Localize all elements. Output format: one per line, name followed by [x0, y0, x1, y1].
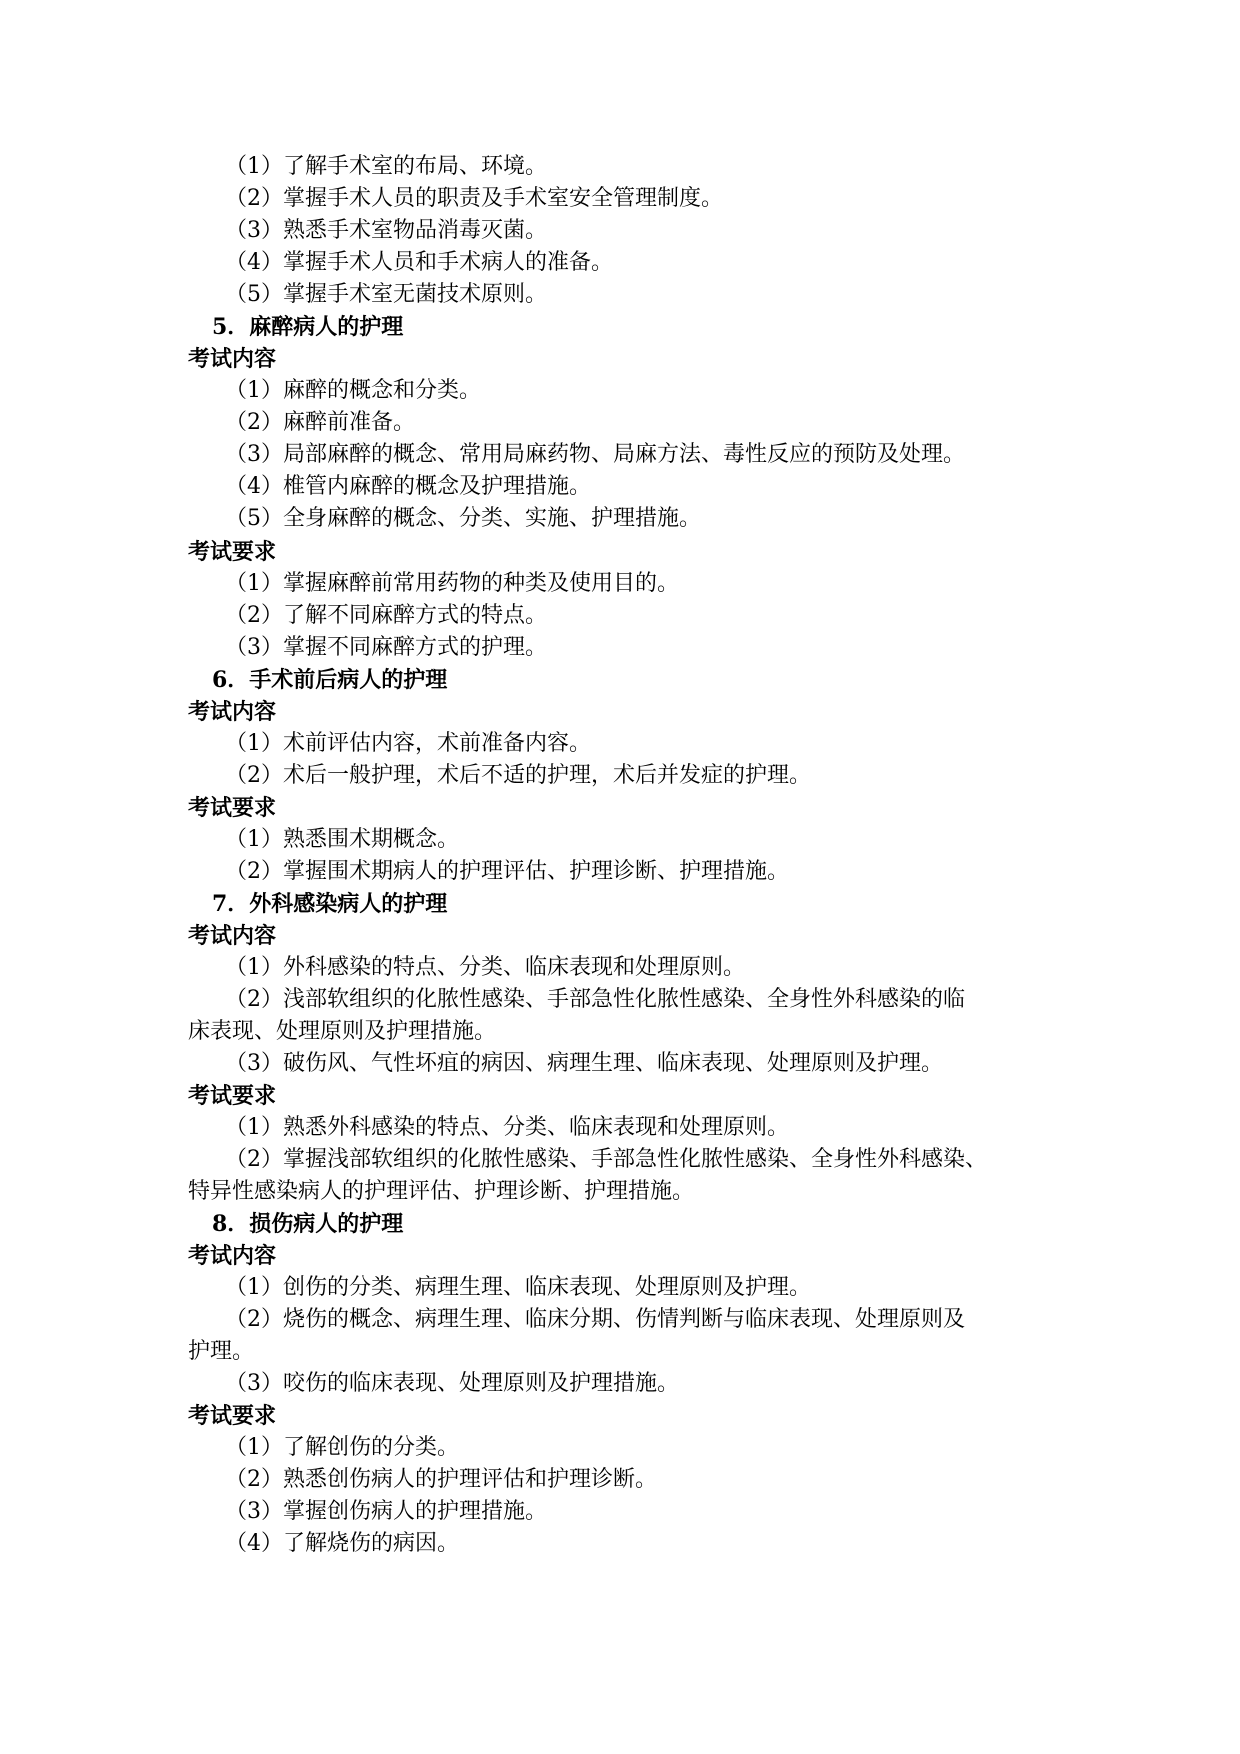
s5-content-1: （1）麻醉的概念和分类。: [225, 378, 481, 403]
s7-content-2: （2）浅部软组织的化脓性感染、手部急性化脓性感染、全身性外科感染的临: [225, 987, 965, 1012]
s5-req-1: （1）掌握麻醉前常用药物的种类及使用目的。: [225, 571, 679, 596]
s4-req-3: （3）熟悉手术室物品消毒灭菌。: [225, 218, 547, 243]
s6-content-1: （1）术前评估内容，术前准备内容。: [225, 731, 591, 756]
s8-content-2-cont: 护理。: [188, 1339, 255, 1364]
s4-req-4: （4）掌握手术人员和手术病人的准备。: [225, 250, 613, 275]
s6-content-2: （2）术后一般护理，术后不适的护理，术后并发症的护理。: [225, 763, 811, 788]
s5-req-2: （2）了解不同麻醉方式的特点。: [225, 603, 547, 628]
s5-content-label: 考试内容: [188, 346, 277, 372]
s8-req-1: （1）了解创伤的分类。: [225, 1435, 459, 1460]
s8-content-label: 考试内容: [188, 1243, 277, 1269]
s6-req-2: （2）掌握围术期病人的护理评估、护理诊断、护理措施。: [225, 859, 789, 884]
s7-req-2-cont: 特异性感染病人的护理评估、护理诊断、护理措施。: [188, 1179, 695, 1204]
s6-req-1: （1）熟悉围术期概念。: [225, 827, 459, 852]
s8-req-label: 考试要求: [188, 1403, 277, 1429]
s8-content-3: （3）咬伤的临床表现、处理原则及护理措施。: [225, 1371, 679, 1396]
s6-content-label: 考试内容: [188, 699, 277, 725]
s7-req-1: （1）熟悉外科感染的特点、分类、临床表现和处理原则。: [225, 1115, 789, 1140]
s6-req-label: 考试要求: [188, 795, 277, 821]
s7-req-2: （2）掌握浅部软组织的化脓性感染、手部急性化脓性感染、全身性外科感染、: [225, 1147, 987, 1172]
s8-req-2: （2）熟悉创伤病人的护理评估和护理诊断。: [225, 1467, 657, 1492]
s7-content-3: （3）破伤风、气性坏疽的病因、病理生理、临床表现、处理原则及护理。: [225, 1051, 943, 1076]
s7-req-label: 考试要求: [188, 1083, 277, 1109]
s5-req-3: （3）掌握不同麻醉方式的护理。: [225, 635, 547, 660]
s5-title: 5．麻醉病人的护理: [212, 314, 404, 340]
s5-content-2: （2）麻醉前准备。: [225, 410, 415, 435]
s8-title: 8．损伤病人的护理: [212, 1211, 404, 1237]
s5-content-5: （5）全身麻醉的概念、分类、实施、护理措施。: [225, 506, 701, 531]
s5-req-label: 考试要求: [188, 539, 277, 565]
s6-title: 6．手术前后病人的护理: [212, 667, 448, 693]
s4-req-1: （1）了解手术室的布局、环境。: [225, 154, 547, 179]
s4-req-5: （5）掌握手术室无菌技术原则。: [225, 282, 547, 307]
s8-content-1: （1）创伤的分类、病理生理、临床表现、处理原则及护理。: [225, 1275, 811, 1300]
s8-content-2: （2）烧伤的概念、病理生理、临床分期、伤情判断与临床表现、处理原则及: [225, 1307, 965, 1332]
s7-content-1: （1）外科感染的特点、分类、临床表现和处理原则。: [225, 955, 745, 980]
s7-content-label: 考试内容: [188, 923, 277, 949]
s8-req-4: （4）了解烧伤的病因。: [225, 1531, 459, 1556]
s5-content-4: （4）椎管内麻醉的概念及护理措施。: [225, 474, 591, 499]
s8-req-3: （3）掌握创伤病人的护理措施。: [225, 1499, 547, 1524]
s5-content-3: （3）局部麻醉的概念、常用局麻药物、局麻方法、毒性反应的预防及处理。: [225, 442, 965, 467]
s4-req-2: （2）掌握手术人员的职责及手术室安全管理制度。: [225, 186, 723, 211]
s7-content-2-cont: 床表现、处理原则及护理措施。: [188, 1019, 497, 1044]
s7-title: 7．外科感染病人的护理: [212, 891, 448, 917]
